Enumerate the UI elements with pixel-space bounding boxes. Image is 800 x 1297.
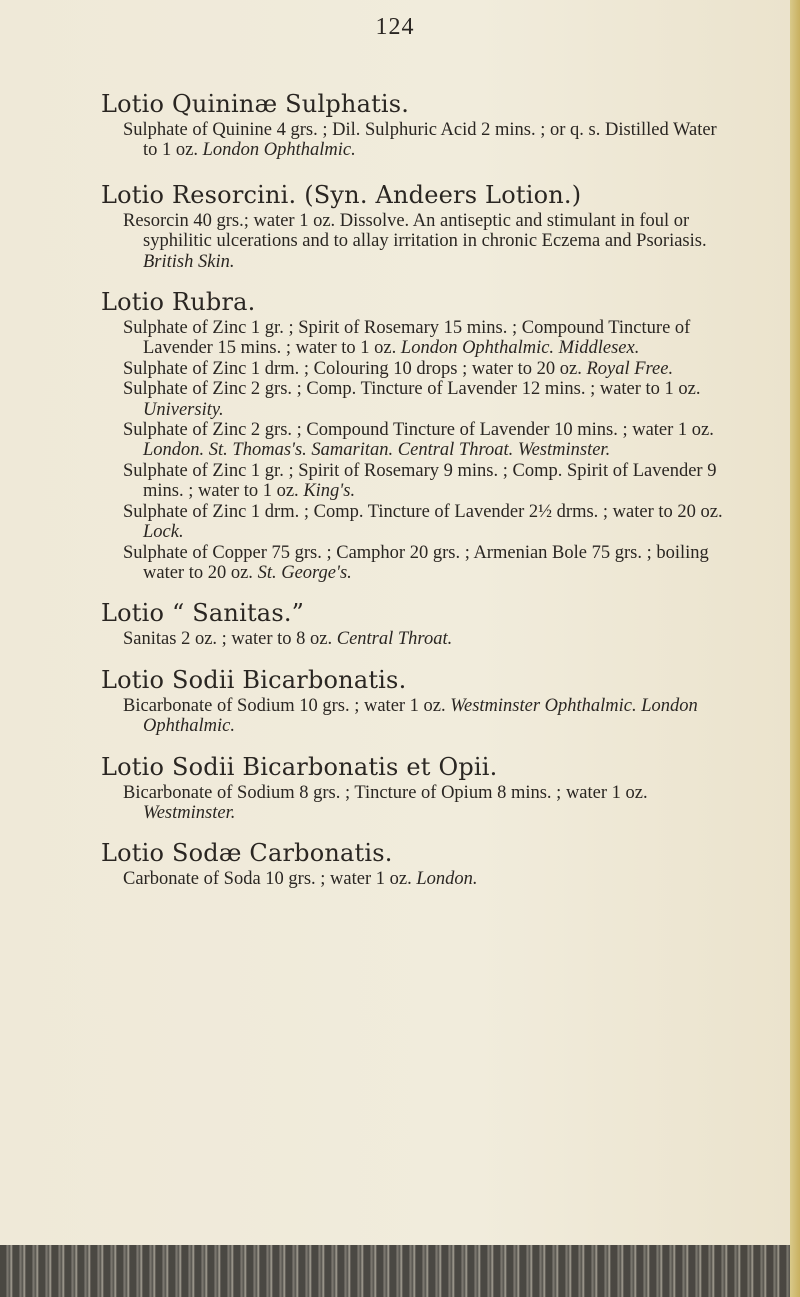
formula-paragraph: [123, 211, 731, 272]
formula-source: London Ophthalmic. Middlesex.: [400, 338, 640, 359]
formula-source: Westminster.: [143, 802, 236, 823]
formula-source: London.: [416, 869, 478, 890]
formula-paragraph: [123, 461, 731, 502]
formula-paragraph: [123, 783, 731, 824]
formula-text: Sulphate of Zinc 2 grs. ; Compound Tincture of Lavender 10 mins. ; water 1 oz.: [123, 420, 714, 441]
formula-text: Sulphate of Copper 75 grs. ; Camphor 20 grs. ; Armenian Bole 75 grs. ; boiling water to 20 oz.: [123, 542, 709, 583]
entry-heading: Lotio Sodii Bicarbonatis.: [101, 665, 407, 694]
entry-heading: Lotio Sodii Bicarbonatis et Opii.: [101, 752, 498, 781]
formula-text: Carbonate of Soda 10 grs. ; water 1 oz.: [123, 869, 417, 890]
entry-lotio-sodii-bicarbonatis: [101, 666, 731, 737]
formula-paragraph: [123, 696, 731, 737]
formula-source: London Ophthalmic.: [202, 140, 356, 161]
entry-lotio-sanitas: [101, 599, 731, 649]
formulary-content: [101, 90, 731, 890]
formula-paragraph: [123, 359, 731, 379]
formula-paragraph: [123, 420, 731, 461]
formula-paragraph: [123, 869, 731, 889]
entry-heading: Lotio “ Sanitas.”: [101, 599, 305, 628]
formula-paragraph: [123, 379, 731, 420]
formula-text: Sulphate of Quinine 4 grs. ; Dil. Sulphuric Acid 2 mins. ; or q. s. Distilled Water to 1 oz.: [123, 120, 717, 161]
formula-paragraph: [123, 629, 731, 649]
formula-text: Sulphate of Zinc 1 drm. ; Comp. Tincture of Lavender 2½ drms. ; water to 20 oz.: [123, 501, 723, 522]
formula-text: Bicarbonate of Sodium 10 grs. ; water 1 oz.: [123, 695, 451, 716]
formula-source: London. St. Thomas's. Samaritan. Central Throat. Westminster.: [143, 440, 611, 461]
scan-bottom-edge: [0, 1245, 790, 1297]
page-number: 124: [375, 14, 415, 40]
formula-source: Royal Free.: [586, 358, 674, 379]
formula-source: King's.: [303, 481, 356, 502]
formula-source: British Skin.: [143, 251, 235, 272]
formula-text: Resorcin 40 grs.; water 1 oz. Dissolve. An antiseptic and stimulant in foul or syphilitic ulcerations and to allay irritation in chronic Eczema and Psoriasis.: [123, 210, 707, 252]
formula-text: Sulphate of Zinc 1 drm. ; Colouring 10 drops ; water to 20 oz.: [123, 358, 587, 379]
entry-lotio-quininae: [101, 90, 731, 161]
entry-heading: Lotio Resorcini. (Syn. Andeers Lotion.): [101, 180, 582, 209]
formula-text: Sulphate of Zinc 2 grs. ; Comp. Tincture of Lavender 12 mins. ; water to 1 oz.: [123, 379, 701, 400]
formula-source: Westminster Ophthalmic. London Ophthalmic.: [143, 695, 698, 737]
formula-text: Sulphate of Zinc 1 gr. ; Spirit of Rosemary 9 mins. ; Comp. Spirit of Lavender 9 mins. ; water to 1 oz.: [123, 460, 717, 502]
entry-lotio-sodae-carbonatis: [101, 839, 731, 889]
formula-paragraph: [123, 543, 731, 584]
entry-lotio-resorcini: [101, 181, 731, 272]
formula-text: Sanitas 2 oz. ; water to 8 oz.: [123, 629, 337, 650]
entry-heading: Lotio Quininæ Sulphatis.: [101, 90, 410, 118]
entry-lotio-rubra: [101, 288, 731, 583]
formula-source: St. George's.: [257, 562, 352, 583]
formula-text: Bicarbonate of Sodium 8 grs. ; Tincture of Opium 8 mins. ; water 1 oz.: [123, 782, 648, 803]
formula-paragraph: [123, 318, 731, 359]
page-edge: [790, 0, 800, 1297]
formula-source: Central Throat.: [336, 629, 453, 650]
formula-text: Sulphate of Zinc 1 gr. ; Spirit of Rosemary 15 mins. ; Compound Tincture of Lavender 15 mins. ; water to 1 oz.: [123, 318, 691, 359]
formula-source: University.: [143, 399, 224, 420]
formula-source: Lock.: [143, 522, 184, 543]
formula-paragraph: [123, 120, 731, 161]
formula-paragraph: [123, 502, 731, 543]
entry-heading: Lotio Sodæ Carbonatis.: [101, 839, 393, 868]
entry-heading: Lotio Rubra.: [101, 288, 256, 317]
entry-lotio-sodii-bicarbonatis-et-opii: [101, 753, 731, 824]
